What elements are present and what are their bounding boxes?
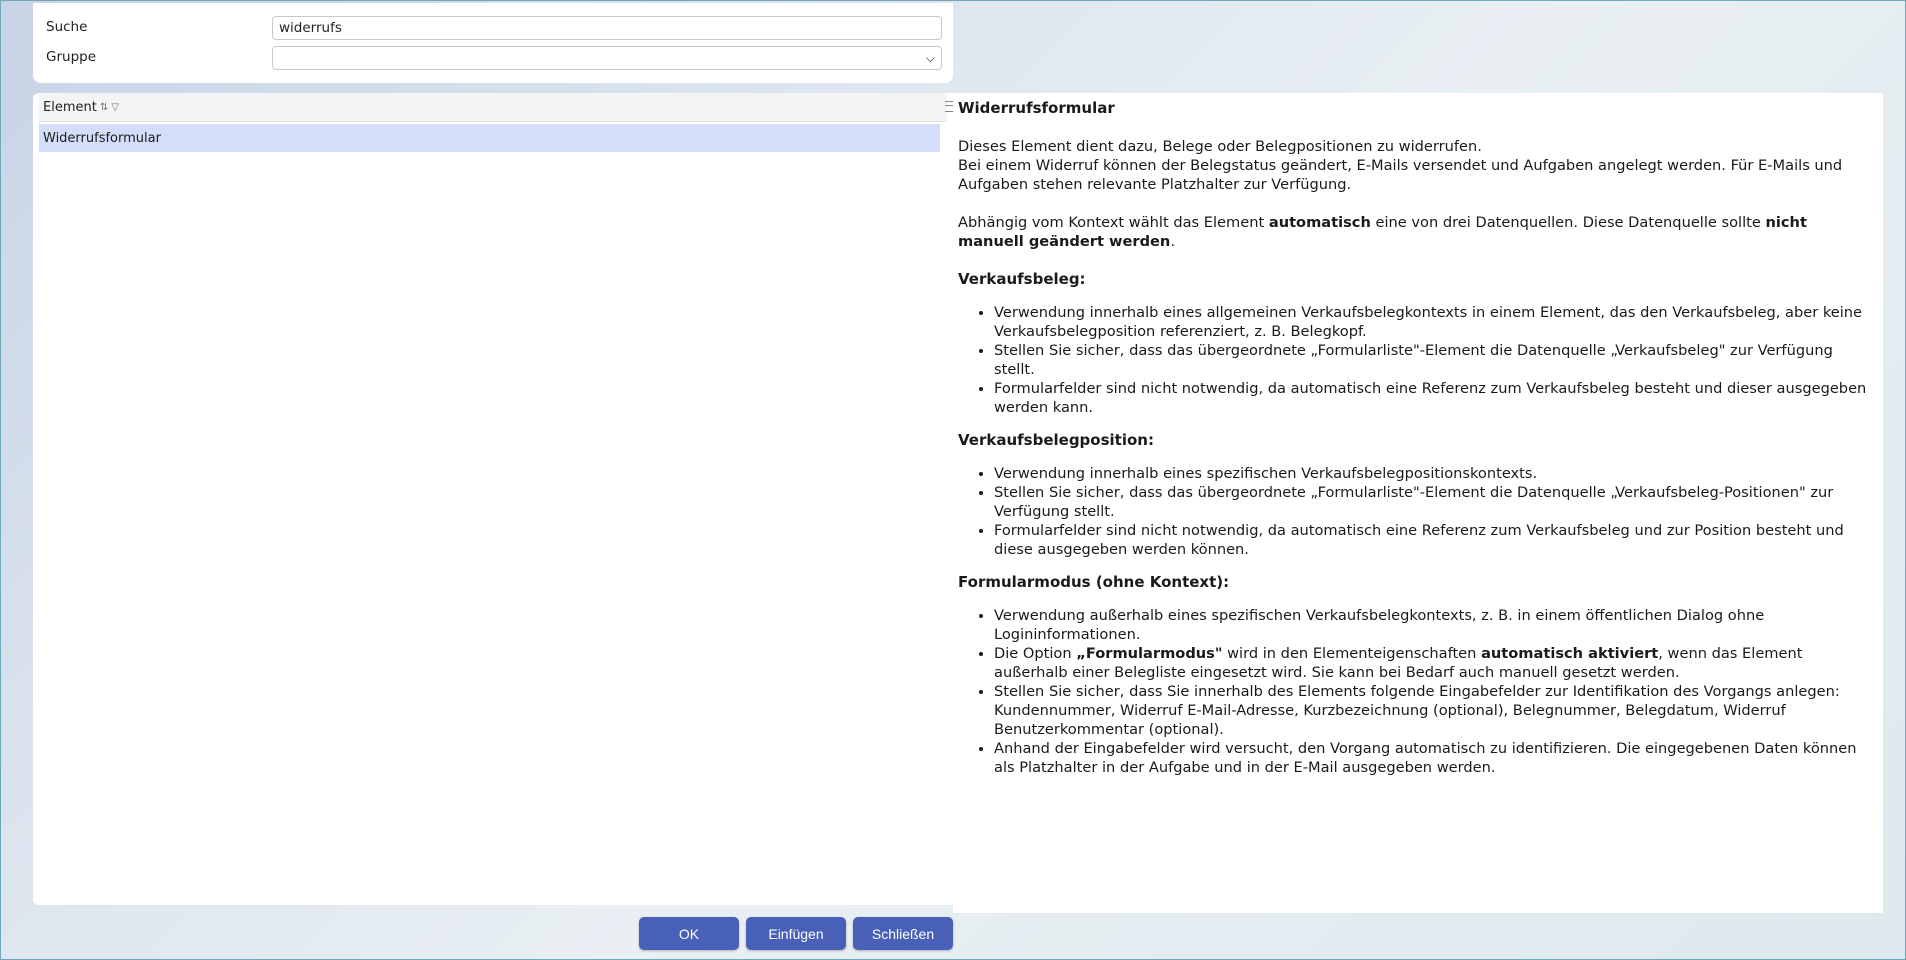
ok-button[interactable]: OK xyxy=(639,917,739,950)
list-item: • Anhand der Eingabefelder wird versucht, den Vorgang automatisch zu identifizieren. Die eingegebenen Daten können als Platzhalter in der Aufgabe und in der E-Mail ausgegeben werden. xyxy=(994,739,1873,777)
item-text: Die Option xyxy=(994,645,1077,662)
group-select[interactable] xyxy=(272,46,942,70)
search-label: Suche xyxy=(46,19,88,35)
context-text-3: . xyxy=(1170,233,1175,250)
element-grid xyxy=(33,93,953,905)
section-verkaufsbelegposition-list xyxy=(958,464,1873,559)
context-bold-2: nicht manuell geändert werden xyxy=(958,214,1807,250)
context-bold-1: automatisch xyxy=(1268,214,1371,231)
section-verkaufsbeleg-list xyxy=(958,303,1873,417)
item-text: , wenn das Element außerhalb einer Belegliste eingesetzt wird. Sie kann bei Bedarf auch manuell gesetzt werden. xyxy=(994,645,1803,681)
intro-line-1: Dieses Element dient dazu, Belege oder Belegpositionen zu widerrufen. xyxy=(958,138,1482,155)
list-item: • Verwendung innerhalb eines spezifischen Verkaufsbelegpositionskontexts. xyxy=(994,464,1873,483)
list-item: • Formularfelder sind nicht notwendig, da automatisch eine Referenz zum Verkaufsbeleg besteht und dieser ausgegeben werden kann. xyxy=(994,379,1873,417)
list-item: • Verwendung innerhalb eines allgemeinen Verkaufsbelegkontexts in einem Element, das den Verkaufsbeleg, aber keine Verkaufsbelegposition referenziert, z. B. Belegkopf. xyxy=(994,303,1873,341)
grid-header xyxy=(39,93,947,122)
section-formularmodus-list xyxy=(958,606,1873,777)
list-item: • Stellen Sie sicher, dass Sie innerhalb des Elements folgende Eingabefelder zur Identifikation des Vorgangs anlegen: Kundennummer, Widerruf E-Mail-Adresse, Kurzbezeichnung (optional), Belegnummer, Belegdatum, Widerruf Benutzerkommentar (optional). xyxy=(994,682,1873,739)
table-row[interactable] xyxy=(39,124,940,152)
detail-intro xyxy=(958,137,1873,194)
item-bold: „Formularmodus" xyxy=(1076,645,1223,662)
row-cell-element: Widerrufsformular xyxy=(43,130,161,146)
item-text: wird in den Elementeigenschaften xyxy=(1222,645,1482,662)
intro-line-2: Bei einem Widerruf können der Belegstatus geändert, E-Mails versendet und Aufgaben angelegt werden. Für E-Mails und Aufgaben stehen relevante Platzhalter zur Verfügung. xyxy=(958,157,1843,193)
list-item: • Verwendung außerhalb eines spezifischen Verkaufsbelegkontexts, z. B. in einem öffentlichen Dialog ohne Logininformationen. xyxy=(994,606,1873,644)
list-item xyxy=(994,644,1873,682)
section-formularmodus-title: Formularmodus (ohne Kontext): xyxy=(958,573,1230,591)
detail-context xyxy=(958,213,1873,251)
detail-title: Widerrufsformular xyxy=(958,99,1115,117)
list-item: • Stellen Sie sicher, dass das übergeordnete „Formularliste"-Element die Datenquelle „Verkaufsbeleg" zur Verfügung stellt. xyxy=(994,341,1873,379)
close-button[interactable]: Schließen xyxy=(853,917,953,950)
context-text-2: eine von drei Datenquellen. Diese Datenquelle sollte xyxy=(1370,214,1766,231)
column-header-element[interactable]: Element xyxy=(43,99,97,115)
section-verkaufsbeleg-title: Verkaufsbeleg: xyxy=(958,270,1086,288)
search-input[interactable] xyxy=(272,16,942,40)
filter-icon[interactable]: ▽ xyxy=(111,101,119,113)
filter-panel xyxy=(33,3,953,83)
context-text-1: Abhängig vom Kontext wählt das Element xyxy=(958,214,1269,231)
section-verkaufsbelegposition-title: Verkaufsbelegposition: xyxy=(958,431,1154,449)
list-item: • Stellen Sie sicher, dass das übergeordnete „Formularliste"-Element die Datenquelle „Verkaufsbeleg-Positionen" zur Verfügung stellt. xyxy=(994,483,1873,521)
item-bold: automatisch aktiviert xyxy=(1481,645,1659,662)
list-item: • Formularfelder sind nicht notwendig, da automatisch eine Referenz zum Verkaufsbeleg und zur Position besteht und diese ausgegeben werden können. xyxy=(994,521,1873,559)
sort-icon[interactable]: ⇅ xyxy=(99,101,109,113)
group-label: Gruppe xyxy=(46,49,97,65)
detail-panel xyxy=(953,93,1883,913)
insert-button[interactable]: Einfügen xyxy=(746,917,846,950)
chevron-down-icon[interactable]: ⌵ xyxy=(925,50,935,65)
